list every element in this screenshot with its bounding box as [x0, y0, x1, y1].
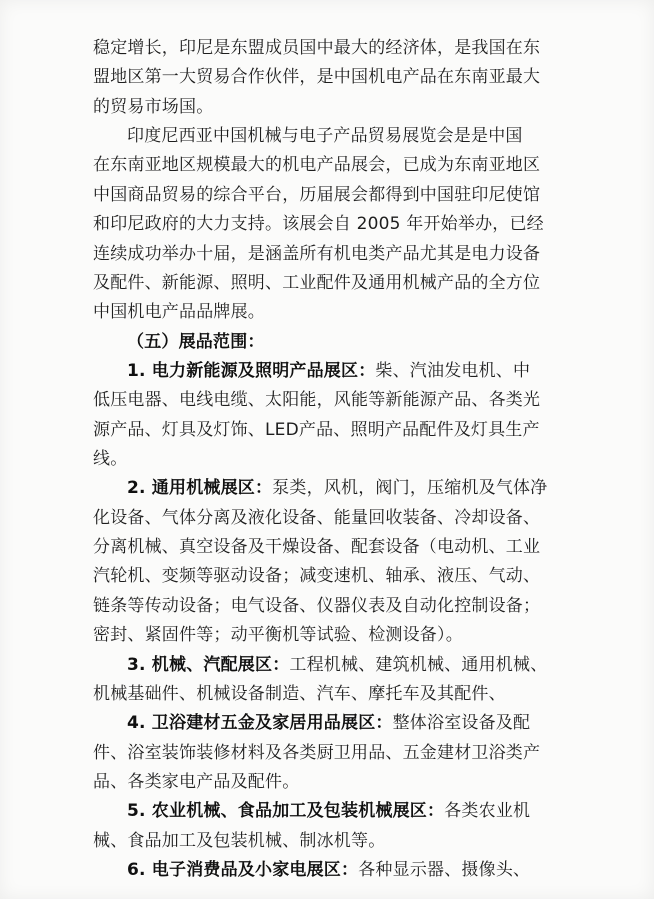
item-2-line-6: 密封、紧固件等；动平衡机等试验、检测设备）。 — [93, 625, 463, 645]
para2-line-6: 及配件、新能源、照明、工业配件及通用机械产品的全方位 — [93, 273, 541, 293]
item-4-first-text: 整体浴室设备及配 — [392, 713, 531, 733]
para2-line-3: 中国商品贸易的综合平台，历届展会都得到中国驻印尼使馆 — [93, 185, 541, 205]
para2-line-4: 和印尼政府的大力支持。该展会自 2005 年开始举办，已经 — [93, 214, 544, 234]
item-2-first-line — [127, 477, 547, 499]
item-6-first-line-text: 各种显示器、摄像头、 — [358, 860, 531, 880]
item-5-first-line-text: 各类农业机 — [444, 801, 531, 821]
item-1-first-text: 柴、汽油发电机、中 — [375, 361, 531, 381]
item-1-line-2: 低压电器、电线电缆、太阳能，风能等新能源产品、各类光 — [93, 390, 541, 410]
item-5-first-line-title: 5. 农业机械、食品加工及包装机械展区： — [127, 801, 445, 821]
item-2-line-2: 化设备、气体分离及液化设备、能量回收装备、冷却设备、 — [93, 508, 541, 528]
para2-line-1: 印度尼西亚中国机械与电子产品贸易展览会是是中国 — [127, 126, 523, 146]
item-3-first-text: 工程机械、建筑机械、通用机械、 — [289, 655, 548, 675]
item-4-title: 4. 卫浴建材五金及家居用品展区： — [127, 713, 393, 733]
item-3-line-2: 机械基础件、机械设备制造、汽车、摩托车及其配件、 — [93, 684, 506, 704]
item-2-first-text: 泵类，风机，阀门，压缩机及气体净 — [272, 478, 548, 498]
item-2-line-3: 分离机械、真空设备及干燥设备、配套设备（电动机、工业 — [93, 537, 541, 557]
item-1-line-4: 线。 — [93, 449, 128, 469]
item-6-first-line-title: 6. 电子消费品及小家电展区： — [127, 860, 359, 880]
item-2-line-5: 链条等传动设备；电气设备、仪器仪表及自动化控制设备； — [93, 596, 541, 616]
item-1-title: 1. 电力新能源及照明产品展区： — [127, 361, 376, 381]
item-3-title: 3. 机械、汽配展区： — [127, 655, 290, 675]
item-4-line-2: 件、浴室装饰装修材料及各类厨卫用品、五金建材卫浴类产 — [93, 743, 541, 763]
item-2-title: 2. 通用机械展区： — [127, 478, 273, 498]
para2-line-5: 连续成功举办十届，是涵盖所有机电类产品尤其是电力设备 — [93, 244, 541, 264]
item-6-first-line — [127, 859, 530, 881]
item-4-first-line — [127, 712, 530, 734]
item-1-first-line — [127, 360, 530, 382]
item-1-line-3: 源产品、灯具及灯饰、LED产品、照明产品配件及灯具生产 — [93, 420, 540, 440]
item-5-line-2: 械、食品加工及包装机械、制冰机等。 — [93, 831, 386, 851]
para2-line-2: 在东南亚地区规模最大的机电产品展会，已成为东南亚地区 — [93, 155, 541, 175]
section-heading: （五）展品范围： — [127, 332, 265, 352]
para1-line-3: 的贸易市场国。 — [93, 97, 214, 117]
para1-line-2: 盟地区第一大贸易合作伙伴，是中国机电产品在东南亚最大 — [93, 67, 541, 87]
item-2-line-4: 汽轮机、变频等驱动设备；减变速机、轴承、液压、气动、 — [93, 566, 541, 586]
item-5-first-line — [127, 800, 530, 822]
item-4-line-3: 品、各类家电产品及配件。 — [93, 772, 300, 792]
para2-line-7: 中国机电产品品牌展。 — [93, 302, 265, 322]
para1-line-1: 稳定增长，印尼是东盟成员国中最大的经济体，是我国在东 — [93, 38, 541, 58]
item-3-first-line — [127, 654, 547, 676]
